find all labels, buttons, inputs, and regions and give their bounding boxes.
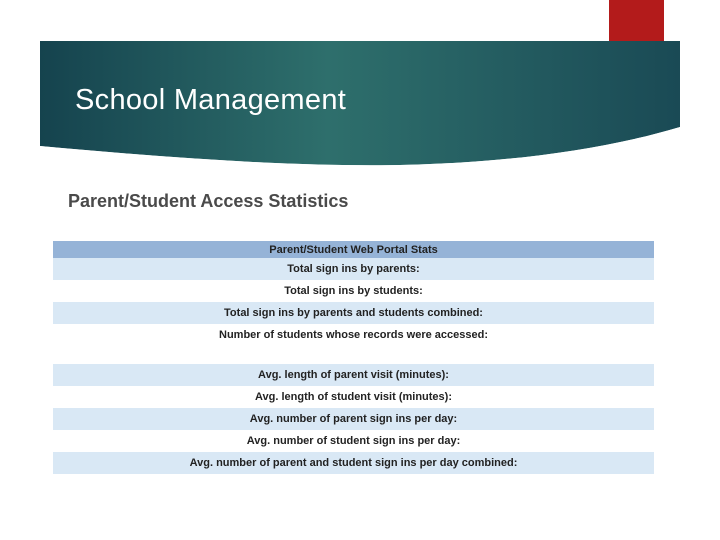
table-header: Parent/Student Web Portal Stats	[53, 241, 654, 258]
row-label: Avg. number of parent and student sign ins per day combined:	[53, 452, 654, 474]
table-row	[53, 386, 654, 408]
table-row	[53, 324, 654, 346]
table-row	[53, 430, 654, 452]
row-label: Total sign ins by parents and students combined:	[53, 302, 654, 324]
row-label: Avg. length of parent visit (minutes):	[53, 364, 654, 386]
row-label: Avg. number of parent sign ins per day:	[53, 408, 654, 430]
table-row	[53, 408, 654, 430]
portal-stats-table	[53, 241, 654, 474]
section-heading: Parent/Student Access Statistics	[68, 191, 349, 211]
table-row	[53, 302, 654, 324]
table-row	[53, 452, 654, 474]
slide-title: School Management	[75, 84, 347, 116]
row-label: Avg. number of student sign ins per day:	[246, 435, 461, 447]
table-spacer-row	[53, 346, 654, 364]
table-header-row	[53, 241, 654, 258]
row-label: Total sign ins by students:	[284, 285, 423, 297]
row-label: Number of students whose records were accessed:	[219, 329, 488, 341]
table-row	[53, 280, 654, 302]
row-label: Total sign ins by parents:	[53, 258, 654, 280]
table-row	[53, 364, 654, 386]
table-row	[53, 258, 654, 280]
row-label: Avg. length of student visit (minutes):	[255, 391, 452, 403]
